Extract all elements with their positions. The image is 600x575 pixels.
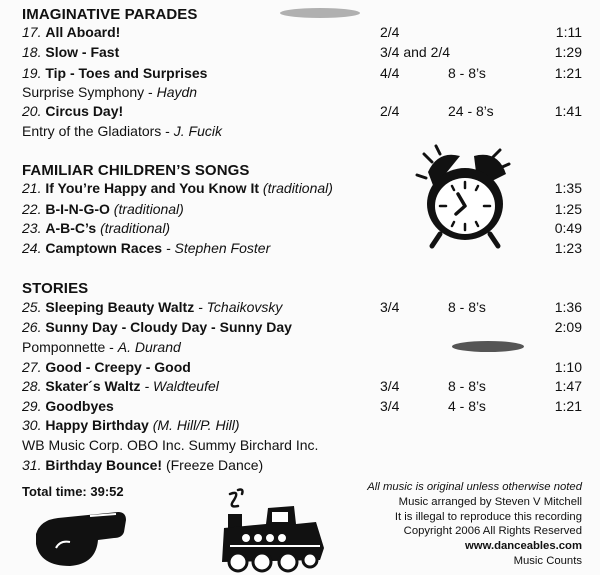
- whistle-icon: [30, 508, 130, 570]
- track-row: 31. Birthday Bounce! (Freeze Dance): [22, 457, 264, 473]
- track-row: 24. Camptown Races - Stephen Foster 1:23: [22, 240, 582, 256]
- track-row: 17. All Aboard! 2/4 1:11: [22, 24, 582, 40]
- track-row: 23. A-B-C’s (traditional) 0:49: [22, 220, 582, 236]
- track-subtitle: WB Music Corp. OBO Inc. Summy Birchard Inc.: [22, 437, 319, 453]
- website-link: www.danceables.com: [465, 540, 582, 553]
- decorative-oval-mid: [452, 341, 524, 352]
- note-counts: Music Counts: [513, 554, 582, 567]
- total-time: Total time: 39:52: [22, 484, 124, 499]
- train-icon: [216, 488, 332, 574]
- note-original: All music is original unless otherwise noted: [367, 481, 582, 493]
- track-row: 25. Sleeping Beauty Waltz - Tchaikovsky 3/4 8 - 8’s 1:36: [22, 299, 582, 315]
- track-row: 21. If You’re Happy and You Know It (traditional) 1:35: [22, 180, 582, 196]
- track-subtitle: Surprise Symphony - Haydn: [22, 84, 198, 100]
- track-row: 30. Happy Birthday (M. Hill/P. Hill): [22, 417, 240, 433]
- track-row: 28. Skater´s Waltz - Waldteufel 3/4 8 - 8’s 1:47: [22, 378, 582, 394]
- track-row: 18. Slow - Fast 3/4 and 2/4 1:29: [22, 44, 582, 60]
- track-subtitle: Entry of the Gladiators - J. Fucik: [22, 123, 222, 139]
- decorative-oval-top: [280, 8, 360, 18]
- track-row: 26. Sunny Day - Cloudy Day - Sunny Day 2:09: [22, 319, 582, 335]
- track-row: 20. Circus Day! 2/4 24 - 8’s 1:41: [22, 103, 582, 119]
- alarm-clock-icon: [412, 142, 518, 252]
- note-illegal: It is illegal to reproduce this recording: [394, 510, 582, 523]
- track-row: 27. Good - Creepy - Good 1:10: [22, 359, 582, 375]
- section-heading-familiar-songs: FAMILIAR CHILDREN’S SONGS: [22, 162, 250, 179]
- track-row: 29. Goodbyes 3/4 4 - 8’s 1:21: [22, 398, 582, 414]
- section-heading-imaginative-parades: IMAGINATIVE PARADES: [22, 6, 198, 23]
- note-copyright: Copyright 2006 All Rights Reserved: [403, 525, 582, 538]
- credits-notes: [367, 480, 582, 569]
- section-heading-stories: STORIES: [22, 280, 89, 297]
- note-arranged: Music arranged by Steven V Mitchell: [398, 495, 582, 508]
- track-row: 19. Tip - Toes and Surprises 4/4 8 - 8’s 1:21: [22, 65, 582, 81]
- track-row: 22. B-I-N-G-O (traditional) 1:25: [22, 201, 582, 217]
- track-subtitle: Pomponnette - A. Durand: [22, 339, 181, 355]
